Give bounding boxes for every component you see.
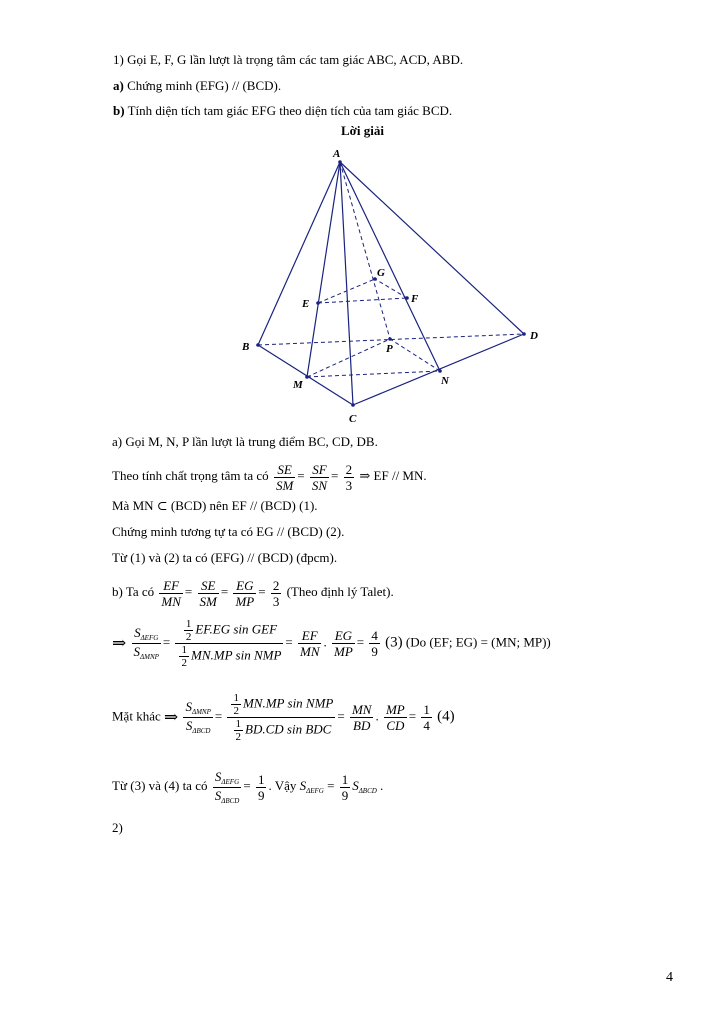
solution-b-line2: ⇒ $\frac{S_{\Delta EFG}}{S_{\Delta MNP}}$ = $\frac{1}{2}$ EF.EG sin GEF $\frac{1}{2}$ MN.MP sin NMP = $\frac{EF}{MN}$ . $\frac{EG}{MP}$ = $\frac{4}{9}$ (3) (Do (EF; EG) = (MN; MP)) [112,618,551,669]
frac-se-sm-b: $\frac{SE}{SM}$ [199,577,217,609]
label-a: A [333,148,341,160]
point-d [522,332,526,336]
solution-heading: Lời giải [341,123,384,138]
segment-fg [375,279,407,298]
solution-a-line5: Từ (1) và (2) ta có (EFG) // (BCD) (đpcm). [112,550,338,565]
label-m: M [293,379,303,391]
frac-mn-bd: $\frac{MN}{BD}$ [351,702,372,733]
segment-ef [318,298,407,303]
frac-s-efg-over-s-bcd: $\frac{S_{\Delta EFG}}{S_{\Delta BCD}}$ [214,768,240,805]
a-line2-suffix: ⇒ EF // MN. [359,468,427,483]
label-c: C [349,413,357,425]
part-a-text: Chứng minh (EFG) // (BCD). [127,78,282,93]
frac-ef-mn: $\frac{EF}{MN}$ [161,577,181,609]
b-line4-mid: . Vậy [268,778,297,793]
frac-sine-area-2: $\frac{1}{2}$ MN.MP sin NMP $\frac{1}{2}$ BD.CD sin BDC [227,692,335,743]
solution-b-line3: Mặt khác ⇒ $\frac{S_{\Delta MNP}}{S_{\Delta BCD}}$ = $\frac{1}{2}$ MN.MP sin NMP $\frac{1}{2}$ BD.CD sin BDC = $\frac{MN}{BD}$ . $\frac{MP}{CD}$ = $\frac{1}{4}$ (4) [112,692,455,743]
b-line2-note: (Do (EF; EG) = (MN; MP)) [405,634,551,650]
frac-4-9: $\frac{4}{9}$ [371,628,378,659]
solution-a-line1: a) Gọi M, N, P lần lượt là trung điểm BC, CD, DB. [112,434,378,449]
b-line4-prefix: Từ (3) và (4) ta có [112,778,208,793]
solution-b-line1: b) Ta có $\frac{EF}{MN}$ = $\frac{SE}{SM}$ = $\frac{EG}{MP}$ = $\frac{2}{3}$ (Theo định lý Talet). [112,577,394,609]
b-line3-prefix: Mặt khác [112,708,161,724]
frac-s-efg-over-s-mnp: $\frac{S_{\Delta EFG}}{S_{\Delta MNP}}$ [133,625,159,661]
solution-a-line3: Mà MN ⊂ (BCD) nên EF // (BCD) (1). [112,498,318,513]
b-line1-suffix: (Theo định lý Talet). [286,584,394,599]
frac-sf-sn: $\frac{SF}{SN}$ [311,461,328,493]
solution-b-line4: Từ (3) và (4) ta có $\frac{S_{\Delta EFG}}{S_{\Delta BCD}}$ = $\frac{1}{9}$ . Vậy $S_{\Delta EFG}$ = $\frac{1}{9}$ $S_{\Delta BCD}$ . [112,768,384,805]
edge-ab [258,162,340,345]
edge-ac [340,162,353,405]
point-n [438,369,442,373]
label-n: N [441,375,449,387]
frac-ef-mn-2: $\frac{EF}{MN}$ [299,628,320,659]
median-am [307,162,340,377]
segment-mp [307,339,390,377]
frac-mp-cd: $\frac{MP}{CD}$ [385,702,405,733]
problem-part-a [113,78,281,94]
label-b: B [242,341,250,353]
a-line2-prefix: Theo tính chất trọng tâm ta có [112,468,269,483]
edge-bc [258,345,353,405]
tag-4: (4) [437,708,455,725]
label-d: D [530,330,538,342]
problem-part-b [113,103,452,119]
problem-intro: 1) Gọi E, F, G lần lượt là trọng tâm các tam giác ABC, ACD, ABD. [113,52,464,67]
frac-se-sm: $\frac{SE}{SM}$ [275,461,294,493]
frac-eg-mp: $\frac{EG}{MP}$ [235,577,255,609]
label-f: F [411,293,419,305]
point-c [351,403,355,407]
tetrahedron-figure [0,140,725,430]
frac-2-3: $\frac{2}{3}$ [345,461,353,493]
frac-sine-area-1: $\frac{1}{2}$ EF.EG sin GEF $\frac{1}{2}$ MN.MP sin NMP [175,618,283,669]
frac-s-mnp-over-s-bcd: $\frac{S_{\Delta MNP}}{S_{\Delta BCD}}$ [185,699,211,735]
point-b [256,343,260,347]
frac-1-4: $\frac{1}{4}$ [423,702,430,733]
edge-ad [340,162,524,334]
frac-1-9: $\frac{1}{9}$ [257,771,265,803]
point-f [405,296,409,300]
solution-a-line4: Chứng minh tương tự ta có EG // (BCD) (2). [112,524,345,539]
page-number: 4 [666,970,673,985]
tag-3: (3) [385,634,403,651]
label-p: P [386,343,393,355]
part-a-label: a) [113,78,124,93]
frac-1-9-b: $\frac{1}{9}$ [341,771,349,803]
label-e: E [302,298,310,310]
frac-2-3-b: $\frac{2}{3}$ [272,577,280,609]
part-b-text: Tính diện tích tam giác EFG theo diện tích của tam giác BCD. [127,103,453,118]
label-g: G [377,267,385,279]
point-a [338,160,342,164]
b-line1-prefix: b) Ta có [112,584,155,599]
point-e [316,301,320,305]
frac-eg-mp-2: $\frac{EG}{MP}$ [333,628,353,659]
part-b-label: b) [113,103,125,118]
point-p [388,337,392,341]
solution-a-line2: Theo tính chất trọng tâm ta có $\frac{SE}{SM}$ = $\frac{SF}{SN}$ = $\frac{2}{3}$ ⇒ EF // MN. [112,461,427,493]
part-2-label: 2) [112,820,123,835]
segment-mn [307,371,440,377]
point-m [305,375,309,379]
